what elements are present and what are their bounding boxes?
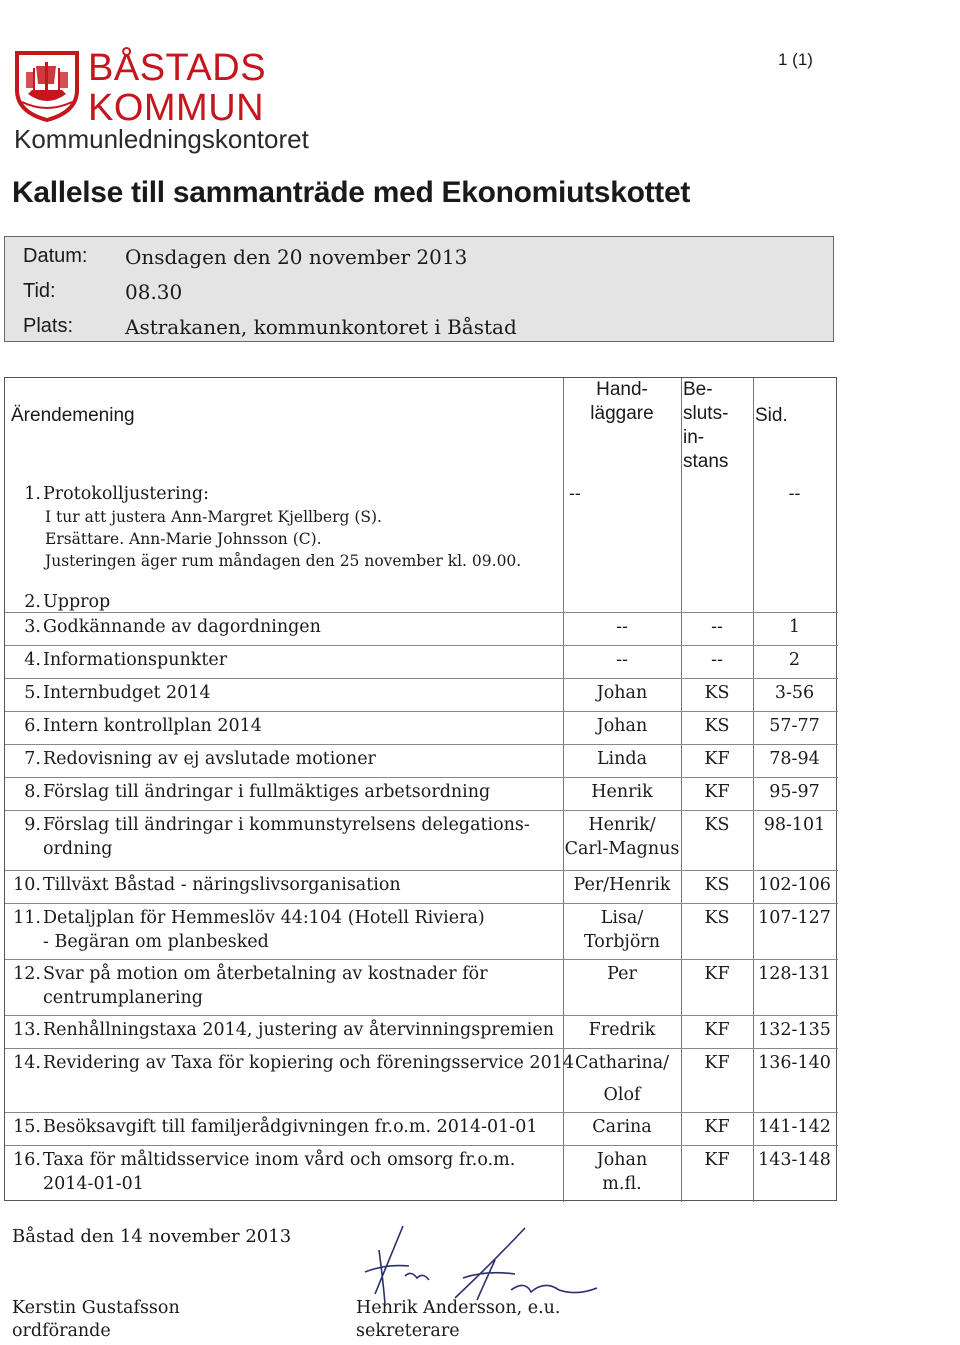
- header-handler-line-2: läggare: [590, 403, 654, 424]
- item-page: 128-131: [758, 964, 831, 984]
- row-divider: [5, 870, 838, 871]
- item-handler-line: Olof: [603, 1085, 641, 1105]
- item-decision-body: [681, 1018, 753, 1042]
- table-row: [5, 1018, 838, 1051]
- table-row: [5, 714, 838, 747]
- header-decision-line-4: stans: [683, 451, 729, 472]
- header-handler: [563, 378, 681, 426]
- item-number: 4.: [24, 650, 41, 670]
- place-value: Astrakanen, kommunkontoret i Båstad: [125, 315, 517, 339]
- municipality-name: [88, 48, 266, 128]
- item-handler-line: Carl-Magnus: [564, 839, 680, 859]
- item-handler-line: Fredrik: [588, 1020, 656, 1040]
- item-subject-line: Upprop: [43, 592, 111, 612]
- header-handler-line-1: Hand-: [596, 379, 648, 400]
- header-subject: Ärendemening: [11, 405, 135, 426]
- row-divider: [5, 711, 838, 712]
- row-divider: [5, 810, 838, 811]
- item-decision-body: [681, 615, 753, 639]
- item-page: 2: [788, 650, 801, 670]
- table-row: [5, 648, 838, 681]
- table-row: [5, 1148, 838, 1200]
- header-decision-line-1: Be-: [683, 379, 713, 400]
- row-divider: [5, 1145, 838, 1146]
- item-subject: [43, 1051, 574, 1075]
- item-number: 12.: [13, 964, 41, 984]
- item-handler: [563, 780, 681, 804]
- item-page: 98-101: [763, 815, 826, 835]
- item-handler: [563, 1148, 681, 1196]
- row-divider: [5, 612, 838, 613]
- item-decision-line: --: [711, 617, 723, 637]
- item-decision-line: KS: [704, 908, 730, 928]
- header-decision-line-2: sluts-: [683, 403, 729, 424]
- item-decision-line: KF: [704, 782, 730, 802]
- item-number: 8.: [24, 782, 41, 802]
- item-number: 14.: [13, 1053, 41, 1073]
- item-decision-body: [681, 714, 753, 738]
- item-decision-line: KS: [704, 683, 730, 703]
- table-row: [5, 906, 838, 962]
- meeting-info-box: [4, 236, 834, 342]
- row-divider: [5, 777, 838, 778]
- item-handler: [563, 873, 681, 897]
- item-handler: [563, 615, 681, 639]
- item-decision-line: KF: [704, 1117, 730, 1137]
- item-number: 3.: [24, 617, 41, 637]
- item-handler-line: Lisa/: [600, 908, 644, 928]
- item-subject-line: ordning: [43, 839, 113, 859]
- item-subject-line: Informationspunkter: [43, 650, 228, 670]
- item-page: 132-135: [758, 1020, 831, 1040]
- item-decision-body: [681, 1115, 753, 1139]
- item-subject-line: Svar på motion om återbetalning av kostnader för: [43, 964, 488, 984]
- item-handler: [563, 482, 687, 506]
- table-row: [5, 615, 838, 648]
- item-number: 5.: [24, 683, 41, 703]
- row-divider: [5, 645, 838, 646]
- item-page: 136-140: [758, 1053, 831, 1073]
- item-handler-line: --: [616, 650, 628, 670]
- item-handler-line: Henrik: [591, 782, 653, 802]
- item-subject-line: Taxa för måltidsservice inom vård och omsorg fr.o.m.: [43, 1150, 516, 1170]
- item-decision-line: KF: [704, 964, 730, 984]
- date-value: Onsdagen den 20 november 2013: [125, 245, 468, 269]
- item-subject-line: Besöksavgift till familjerådgivningen fr.o.m. 2014-01-01: [43, 1117, 538, 1137]
- item-handler: [563, 1018, 681, 1042]
- item-handler: [563, 1051, 681, 1107]
- agenda-table: [4, 377, 837, 1201]
- item-number: 6.: [24, 716, 41, 736]
- table-row: [5, 747, 838, 780]
- item-number: 9.: [24, 815, 41, 835]
- item-subject-line: Godkännande av dagordningen: [43, 617, 321, 637]
- item-handler: [563, 1115, 681, 1139]
- item-subject: [43, 747, 376, 771]
- place-label: Plats:: [23, 315, 74, 337]
- item-subject-line: Ersättare. Ann-Marie Johnsson (C).: [45, 530, 322, 548]
- date-label: Datum:: [23, 245, 88, 267]
- time-label: Tid:: [23, 280, 56, 302]
- item-subject: [43, 1148, 515, 1196]
- item-handler-line: m.fl.: [602, 1174, 642, 1194]
- table-row: [5, 681, 838, 714]
- table-row: [5, 1115, 838, 1148]
- item-page: 107-127: [758, 908, 831, 928]
- table-row: [5, 962, 838, 1018]
- item-subject-line: Redovisning av ej avslutade motioner: [43, 749, 376, 769]
- item-decision-line: KS: [704, 815, 730, 835]
- item-number: 10.: [13, 875, 41, 895]
- item-number: 2.: [24, 592, 41, 612]
- item-subject-line: Protokolljustering:: [43, 484, 209, 504]
- item-handler-line: Carina: [592, 1117, 652, 1137]
- municipality-crest-logo: [14, 50, 80, 122]
- document-title: Kallelse till sammanträde med Ekonomiutskottet: [12, 176, 691, 209]
- item-decision-body: [681, 813, 753, 837]
- item-decision-body: [681, 648, 753, 672]
- item-handler-line: --: [569, 484, 581, 504]
- item-number: 7.: [24, 749, 41, 769]
- item-subject-line: Tillväxt Båstad - näringslivsorganisation: [43, 875, 401, 895]
- item-subject: [43, 482, 521, 572]
- item-number: 11.: [13, 908, 41, 928]
- item-page: 95-97: [769, 782, 820, 802]
- place-date: Båstad den 14 november 2013: [12, 1226, 292, 1247]
- row-divider: [5, 1048, 838, 1049]
- item-subject-line: 2014-01-01: [43, 1174, 144, 1194]
- item-handler-line: Johan: [596, 1150, 648, 1170]
- item-number: 15.: [13, 1117, 41, 1137]
- table-row: [5, 482, 838, 590]
- item-page: 3-56: [774, 683, 815, 703]
- item-subject-line: Internbudget 2014: [43, 683, 211, 703]
- time-value: 08.30: [125, 280, 183, 304]
- item-handler-line: Per: [607, 964, 637, 984]
- item-decision-line: KS: [704, 875, 730, 895]
- item-subject-line: - Begäran om planbesked: [43, 932, 269, 952]
- page-number: 1 (1): [778, 50, 813, 69]
- item-handler: [563, 714, 681, 738]
- item-handler-line: Johan: [596, 716, 648, 736]
- item-decision-line: KS: [704, 716, 730, 736]
- row-divider: [5, 903, 838, 904]
- chair-role: ordförande: [12, 1321, 111, 1341]
- item-decision-body: [681, 1148, 753, 1172]
- header-page: Sid.: [755, 405, 788, 426]
- item-subject-line: Intern kontrollplan 2014: [43, 716, 262, 736]
- item-decision-line: KF: [704, 1053, 730, 1073]
- item-handler: [563, 681, 681, 705]
- row-divider: [5, 678, 838, 679]
- item-subject: [43, 813, 530, 861]
- item-handler-line: Catharina/: [574, 1053, 670, 1073]
- item-number: 13.: [13, 1020, 41, 1040]
- item-decision-body: [681, 681, 753, 705]
- item-page: 102-106: [758, 875, 831, 895]
- item-subject: [43, 590, 110, 614]
- item-subject-line: Justeringen äger rum måndagen den 25 november kl. 09.00.: [45, 552, 522, 570]
- item-subject: [43, 906, 485, 954]
- office-name: Kommunledningskontoret: [14, 124, 309, 154]
- row-divider: [5, 744, 838, 745]
- header-decision-line-3: in-: [683, 427, 705, 448]
- item-handler-line: --: [616, 617, 628, 637]
- item-handler: [563, 747, 681, 771]
- item-page: 78-94: [769, 749, 820, 769]
- secretary-name: Henrik Andersson, e.u.: [356, 1298, 561, 1318]
- row-divider: [5, 959, 838, 960]
- item-decision-body: [681, 1051, 753, 1075]
- item-subject-line: Förslag till ändringar i fullmäktiges arbetsordning: [43, 782, 491, 802]
- item-handler: [563, 648, 681, 672]
- item-subject: [43, 1018, 554, 1042]
- item-subject-line: I tur att justera Ann-Margret Kjellberg (S).: [45, 508, 382, 526]
- item-subject: [43, 648, 227, 672]
- item-handler-line: Linda: [596, 749, 648, 769]
- item-decision-body: [681, 873, 753, 897]
- item-decision-body: [681, 780, 753, 804]
- item-decision-body: [681, 747, 753, 771]
- table-row: [5, 1051, 838, 1115]
- item-handler-line: Per/Henrik: [573, 875, 671, 895]
- item-page: 143-148: [758, 1150, 831, 1170]
- item-subject-line: Revidering av Taxa för kopiering och föreningsservice 2014: [43, 1053, 574, 1073]
- table-row: [5, 873, 838, 906]
- table-row: [5, 780, 838, 813]
- item-subject: [43, 780, 490, 804]
- brand-line-1: BÅSTADS: [88, 47, 267, 89]
- secretary-role: sekreterare: [356, 1321, 460, 1341]
- item-decision-line: KF: [704, 1020, 730, 1040]
- item-handler-line: Torbjörn: [583, 932, 660, 952]
- item-decision-body: [681, 906, 753, 930]
- item-decision-body: [681, 962, 753, 986]
- item-handler: [563, 962, 681, 986]
- item-decision-line: --: [711, 650, 723, 670]
- table-row: [5, 813, 838, 873]
- item-handler-line: Johan: [596, 683, 648, 703]
- item-subject: [43, 615, 321, 639]
- item-number: 16.: [13, 1150, 41, 1170]
- item-subject: [43, 1115, 538, 1139]
- brand-line-2: KOMMUN: [88, 87, 265, 129]
- item-subject: [43, 873, 401, 897]
- row-divider: [5, 1015, 838, 1016]
- chair-name: Kerstin Gustafsson: [12, 1298, 180, 1318]
- item-subject-line: Renhållningstaxa 2014, justering av återvinningspremien: [43, 1020, 554, 1040]
- item-subject: [43, 681, 211, 705]
- item-decision-line: KF: [704, 749, 730, 769]
- item-decision-line: KF: [704, 1150, 730, 1170]
- row-divider: [5, 1112, 838, 1113]
- item-number: 1.: [24, 484, 41, 504]
- item-subject-line: Förslag till ändringar i kommunstyrelsens delegations-: [43, 815, 530, 835]
- item-page: --: [788, 484, 801, 504]
- item-subject: [43, 714, 262, 738]
- item-page: 57-77: [769, 716, 820, 736]
- header-decision: [683, 378, 753, 474]
- item-handler: [563, 813, 681, 861]
- item-page: 141-142: [758, 1117, 831, 1137]
- item-subject: [43, 962, 488, 1010]
- item-page: 1: [788, 617, 801, 637]
- item-handler: [563, 906, 681, 954]
- item-subject-line: centrumplanering: [43, 988, 203, 1008]
- item-subject-line: Detaljplan för Hemmeslöv 44:104 (Hotell Riviera): [43, 908, 485, 928]
- item-handler-line: Henrik/: [588, 815, 656, 835]
